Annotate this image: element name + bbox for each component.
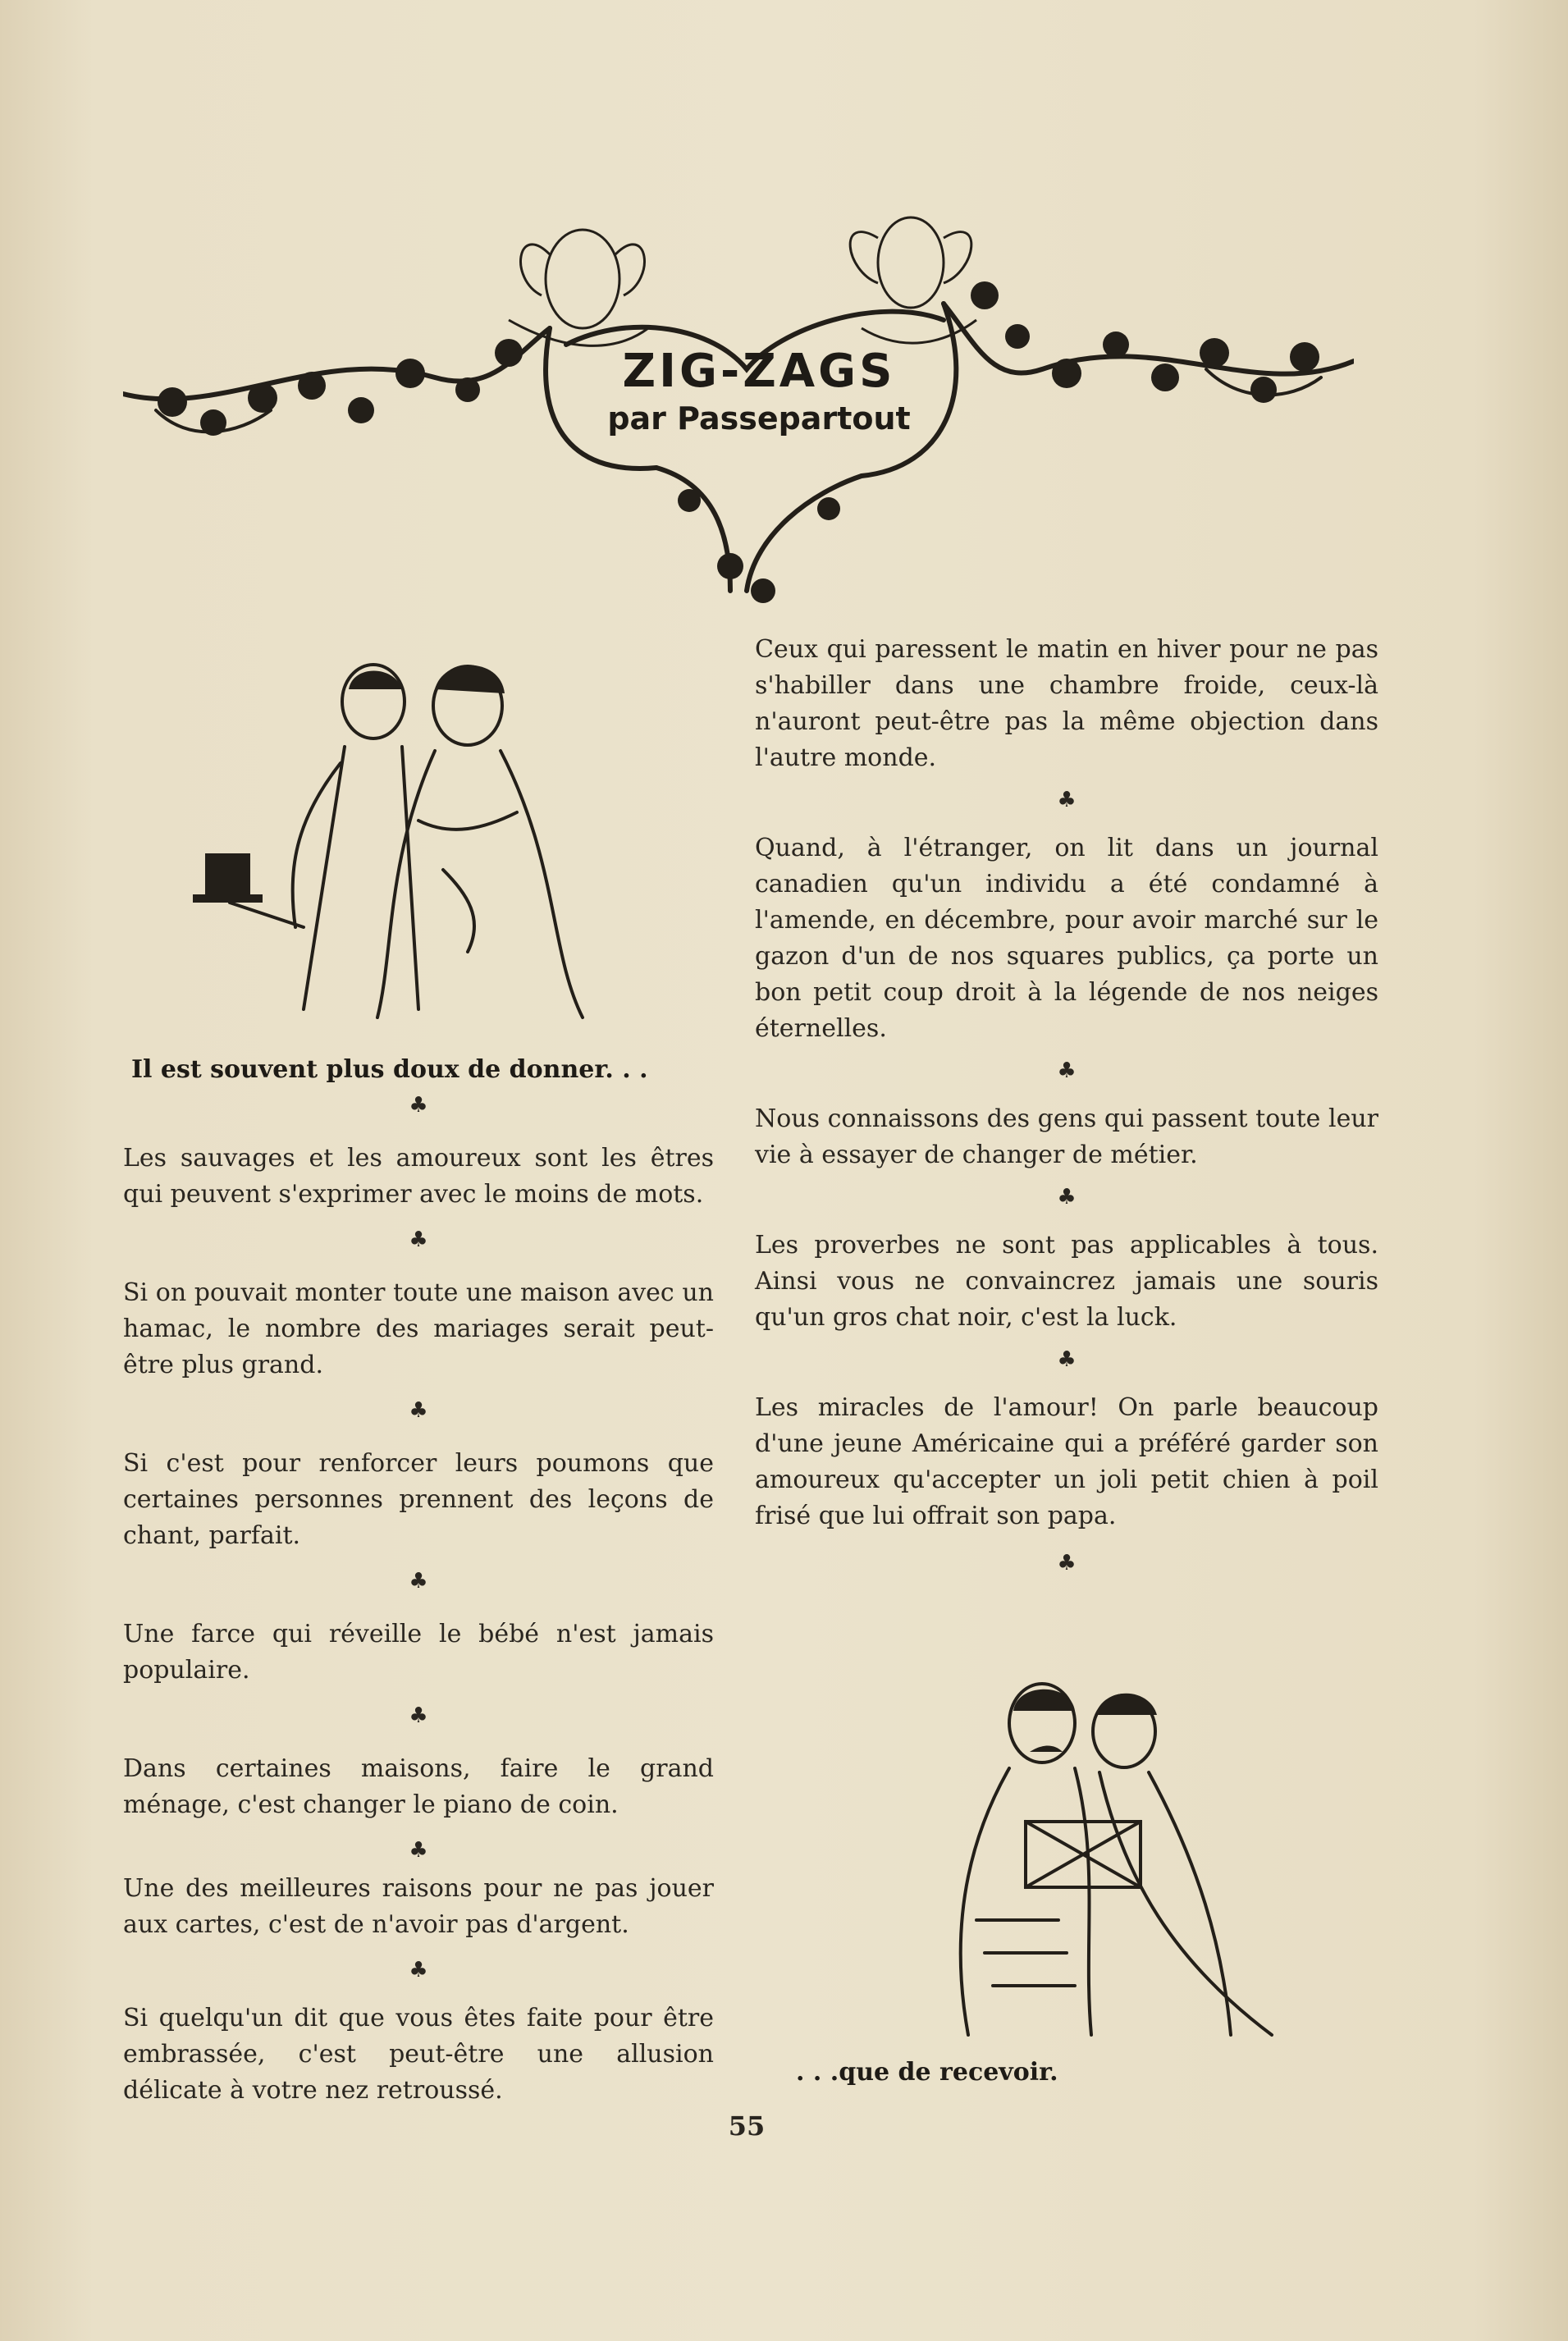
aphorism: Si quelqu'un dit que vous êtes faite pour être embrassée, c'est peut-être une allusion délicate à votre nez retroussé. — [123, 2004, 714, 2105]
club-leaf-icon: ♣ — [409, 1838, 428, 1863]
aphorism: Les sauvages et les amoureux sont les êtres qui peuvent s'exprimer avec le moins de mots. — [123, 1144, 714, 1209]
page-number: 55 — [728, 2110, 766, 2142]
couple-illustration-left — [172, 656, 640, 1026]
aphorism: Ceux qui paressent le matin en hiver pour ne pas s'habiller dans une chambre froide, ceux-là n'auront peut-être pas la même objection dans l'autre monde. — [755, 635, 1378, 772]
club-leaf-icon: ♣ — [1057, 1185, 1077, 1209]
club-leaf-icon: ♣ — [1057, 788, 1077, 812]
left-column — [123, 1093, 714, 2109]
club-leaf-icon: ♣ — [1057, 1551, 1077, 1575]
caption-right: . . .que de recevoir. — [796, 2058, 1058, 2087]
aphorism: Nous connaissons des gens qui passent toute leur vie à essayer de changer de métier. — [755, 1104, 1378, 1169]
club-leaf-icon: ♣ — [1057, 1347, 1077, 1372]
aphorism: Si c'est pour renforcer leurs poumons que certaines personnes prennent des leçons de chant, parfait. — [123, 1449, 714, 1550]
club-leaf-icon: ♣ — [409, 1958, 428, 1982]
club-leaf-icon: ♣ — [1057, 1058, 1077, 1083]
right-column — [755, 632, 1378, 1575]
caption-left: Il est souvent plus doux de donner. . . — [131, 1055, 648, 1084]
club-leaf-icon: ♣ — [409, 1703, 428, 1728]
page-title: ZIG-ZAGS — [622, 345, 896, 398]
aphorism: Une farce qui réveille le bébé n'est jamais populaire. — [123, 1620, 714, 1685]
club-leaf-icon: ♣ — [409, 1228, 428, 1252]
club-leaf-icon: ♣ — [409, 1093, 428, 1118]
author-byline: par Passepartout — [607, 400, 911, 437]
aphorism: Les proverbes ne sont pas applicables à tous. Ainsi vous ne convaincrez jamais une souris qu'un gros chat noir, c'est la luck. — [755, 1231, 1378, 1332]
aphorism: Dans certaines maisons, faire le grand ménage, c'est changer le piano de coin. — [123, 1754, 714, 1819]
aphorism: Si on pouvait monter toute une maison avec un hamac, le nombre des mariages serait peut-être plus grand. — [123, 1278, 714, 1379]
couple-illustration-right — [878, 1674, 1305, 2043]
club-leaf-icon: ♣ — [409, 1398, 428, 1423]
aphorism: Les miracles de l'amour! On parle beaucoup d'une jeune Américaine qui a préféré garder son amoureux qu'accepter un joli petit chien à poil frisé que lui offrait son papa. — [755, 1393, 1378, 1530]
aphorism: Quand, à l'étranger, on lit dans un journal canadien qu'un individu a été condamné à l'amende, en décembre, pour avoir marché sur le gazon d'un de nos squares publics, ça porte un bon petit coup droit à la légende de nos neiges éternelles. — [755, 834, 1378, 1043]
club-leaf-icon: ♣ — [409, 1569, 428, 1593]
aphorism: Une des meilleures raisons pour ne pas jouer aux cartes, c'est de n'avoir pas d'argent. — [123, 1874, 714, 1939]
